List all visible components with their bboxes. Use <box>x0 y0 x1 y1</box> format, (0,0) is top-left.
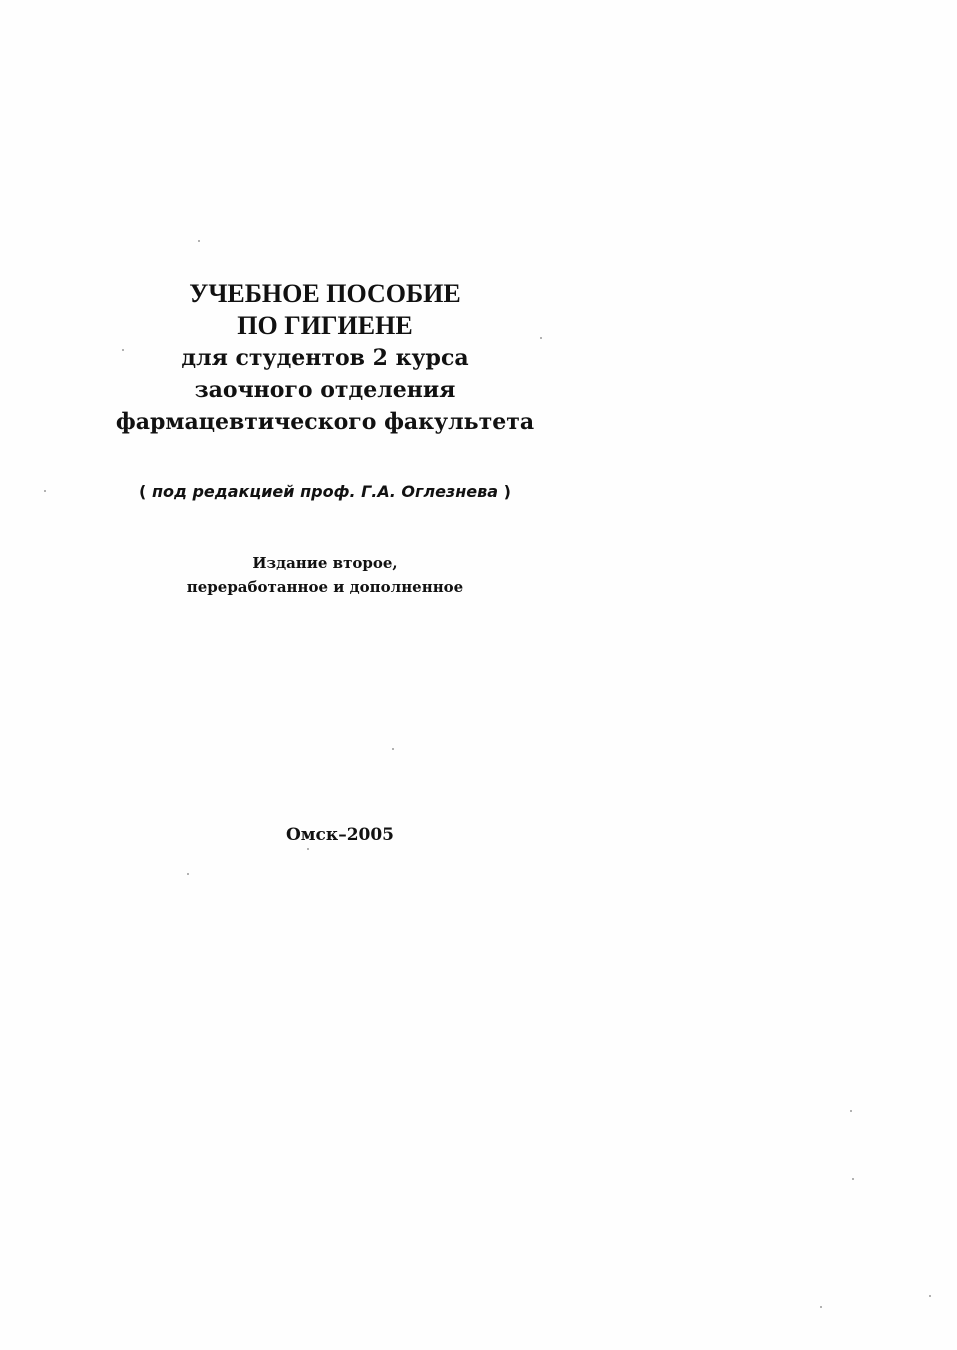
title-line-4: заочного отделения <box>194 377 456 403</box>
scan-speck <box>852 1178 854 1180</box>
scan-speck <box>820 1306 822 1308</box>
editor-credit <box>103 480 547 504</box>
editor-close-paren: ) <box>503 482 511 501</box>
scan-speck <box>929 1295 931 1297</box>
scan-speck <box>850 1110 852 1112</box>
scan-speck <box>392 748 394 750</box>
scan-speck <box>122 349 124 351</box>
scan-speck <box>307 848 309 850</box>
scan-speck <box>44 490 46 492</box>
title-line-1: УЧЕБНОЕ ПОСОБИЕ <box>189 279 461 308</box>
scan-speck <box>198 240 200 242</box>
imprint-city-year: Омск–2005 <box>285 825 395 845</box>
title-block <box>103 278 547 438</box>
title-line-3: для студентов 2 курса <box>181 345 469 371</box>
editor-open-paren: ( <box>139 482 147 501</box>
editor-text: под редакцией проф. Г.А. Оглезнева <box>151 482 499 501</box>
scan-speck <box>187 873 189 875</box>
title-line-5: фармацевтического факультета <box>115 409 535 435</box>
edition-line-1: Издание второе, <box>252 554 398 572</box>
edition-note <box>103 551 547 599</box>
scan-speck <box>540 337 542 339</box>
edition-line-2: переработанное и дополненное <box>186 578 464 596</box>
title-line-2: ПО ГИГИЕНЕ <box>237 311 413 340</box>
